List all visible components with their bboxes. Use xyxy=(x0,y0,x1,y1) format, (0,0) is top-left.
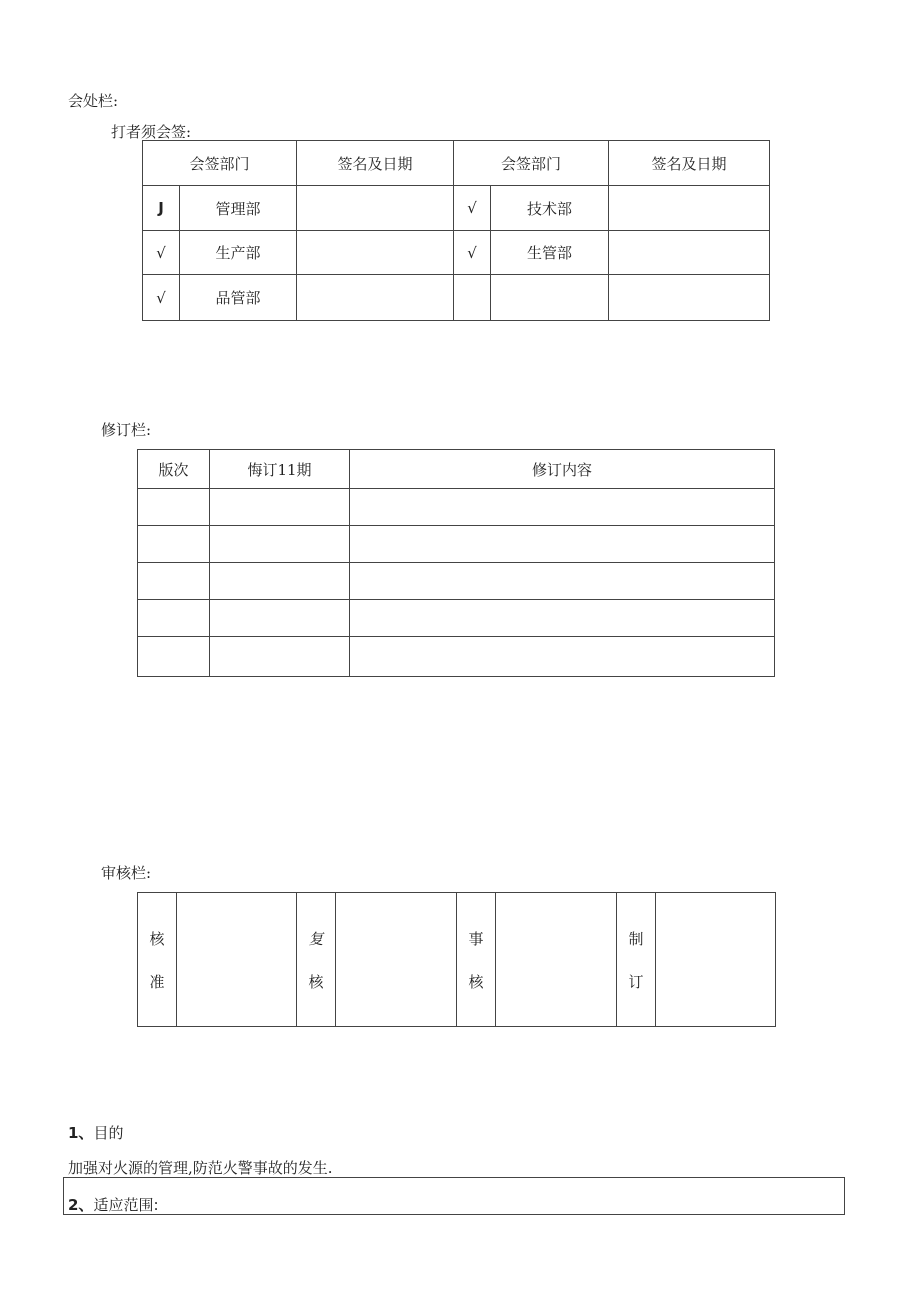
version-cell[interactable] xyxy=(138,489,210,526)
signature-cell[interactable] xyxy=(609,231,770,275)
purpose-number: 1、 xyxy=(68,1124,94,1142)
revision-header-row xyxy=(138,450,775,489)
date-cell[interactable] xyxy=(210,637,350,677)
signature-cell[interactable] xyxy=(609,186,770,231)
dept-name: 品管部 xyxy=(180,275,297,321)
header-revision-content: 修订内容 xyxy=(350,450,775,489)
countersign-section-label: 会处栏: xyxy=(68,92,119,110)
signature-cell[interactable] xyxy=(297,275,454,321)
revision-section-label: 修订栏: xyxy=(101,421,152,439)
countersign-table xyxy=(142,140,770,321)
content-cell[interactable] xyxy=(350,489,775,526)
check-mark: √ xyxy=(143,231,180,275)
drafter-signature[interactable] xyxy=(656,893,776,1027)
table-row xyxy=(143,186,770,231)
header-dept-left: 会签部门 xyxy=(143,141,297,186)
purpose-text: 加强对火源的管理,防范火警事故的发生. xyxy=(68,1159,333,1177)
table-row xyxy=(138,489,775,526)
check-mark: √ xyxy=(454,231,491,275)
approve-signature[interactable] xyxy=(177,893,297,1027)
review-label: 复 核 xyxy=(297,893,336,1027)
version-cell[interactable] xyxy=(138,526,210,563)
version-cell[interactable] xyxy=(138,600,210,637)
date-cell[interactable] xyxy=(210,489,350,526)
scope-number: 2、 xyxy=(68,1196,94,1214)
header-sig-right: 签名及日期 xyxy=(609,141,770,186)
table-row xyxy=(138,526,775,563)
date-cell[interactable] xyxy=(210,526,350,563)
scope-box xyxy=(63,1177,845,1215)
table-row xyxy=(143,231,770,275)
table-row xyxy=(143,275,770,321)
drafter-label: 制 订 xyxy=(617,893,656,1027)
approve-label: 核 准 xyxy=(138,893,177,1027)
header-revision-date: 悔订11期 xyxy=(210,450,350,489)
audit-signature[interactable] xyxy=(496,893,617,1027)
check-mark: √ xyxy=(143,275,180,321)
countersign-sub-label: 打者须会签: xyxy=(111,123,192,141)
signature-cell[interactable] xyxy=(609,275,770,321)
revision-table xyxy=(137,449,775,677)
dept-name xyxy=(491,275,609,321)
table-row xyxy=(138,637,775,677)
audit-label: 事 核 xyxy=(457,893,496,1027)
content-cell[interactable] xyxy=(350,526,775,563)
header-version: 版次 xyxy=(138,450,210,489)
check-mark: √ xyxy=(454,186,491,231)
date-cell[interactable] xyxy=(210,563,350,600)
approval-table xyxy=(137,892,776,1027)
content-cell[interactable] xyxy=(350,637,775,677)
date-cell[interactable] xyxy=(210,600,350,637)
header-sig-left: 签名及日期 xyxy=(297,141,454,186)
signature-cell[interactable] xyxy=(297,231,454,275)
review-signature[interactable] xyxy=(336,893,457,1027)
purpose-title: 目的 xyxy=(93,1124,124,1142)
header-dept-right: 会签部门 xyxy=(454,141,609,186)
scope-title: 适应范围: xyxy=(93,1196,159,1214)
scope-heading xyxy=(68,1194,159,1215)
signature-cell[interactable] xyxy=(297,186,454,231)
dept-name: 管理部 xyxy=(180,186,297,231)
dept-name: 生管部 xyxy=(491,231,609,275)
content-cell[interactable] xyxy=(350,600,775,637)
dept-name: 技术部 xyxy=(491,186,609,231)
check-mark: J xyxy=(143,186,180,231)
table-row xyxy=(138,563,775,600)
approval-section-label: 审核栏: xyxy=(101,864,152,882)
version-cell[interactable] xyxy=(138,637,210,677)
table-row xyxy=(138,600,775,637)
dept-name: 生产部 xyxy=(180,231,297,275)
check-mark xyxy=(454,275,491,321)
version-cell[interactable] xyxy=(138,563,210,600)
content-cell[interactable] xyxy=(350,563,775,600)
countersign-header-row xyxy=(143,141,770,186)
purpose-heading xyxy=(68,1122,123,1143)
